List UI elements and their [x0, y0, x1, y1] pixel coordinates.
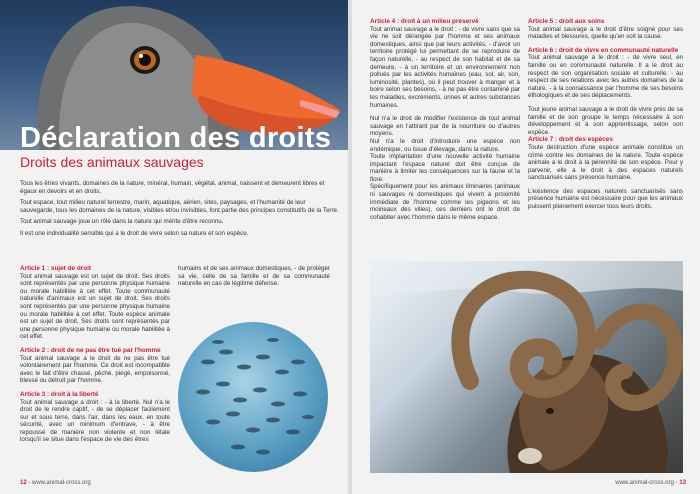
page-folio-left [20, 480, 91, 486]
article-4-paragraph: Spécifiquement pour les animaux liminaires (animaux ni sauvages ni domestiques qui vivent à proximité immédiate de l'homme comme les pigeons et les moineaux des villes), ces derniers ont le droit de cohabiter avec l'homme dans le même espace. [370, 183, 520, 221]
intro-paragraph: Tous les êtres vivants, domaines de la nature, minéral, humain, végétal, animal, naissent et demeurent libres et égaux en devoirs et en droits. [20, 180, 325, 195]
site-url: www.animal-cross.org - [615, 480, 680, 486]
article-6-heading: Article 6 : droit de vivre en communauté naturelle [528, 46, 679, 54]
article-4-paragraph: Toute implantation d'une nouvelle activité humaine impactant l'espace naturel doit être conçue de manière à limiter les conséquences sur la faune et la flore. [370, 153, 520, 183]
page-subtitle: Droits des animaux sauvages [20, 154, 204, 170]
page-number: 13 [679, 480, 686, 486]
site-url: - www.animal-cross.org [26, 480, 91, 486]
article-4-paragraph: Nul n'a le droit de modifier l'existence de tout animal sauvage en l'attirant par de la nourriture ou d'autres moyens. [370, 115, 520, 138]
intro-text [20, 180, 340, 242]
article-7-paragraph: L'existence des espaces naturels sanctuarisés sans présence humaine est nécessaire pour que les animaux puissent pleinement exercer tous leurs droits. [528, 187, 683, 211]
right-column-1 [370, 18, 520, 221]
article-1-heading: Article 1 : sujet de droit [20, 265, 92, 272]
article-2-text: Tout animal sauvage a le droit de ne pas être tué volontairement par l'homme. Ce droit est incompatible avec le fait d'être chassé, pêché, piégé, empoisonné, blessé ou détruit par l'homme. [20, 354, 170, 385]
article-7-heading: Article 7 : droit des espèces [528, 136, 613, 144]
left-column-2 [178, 265, 330, 288]
page-number: 12 [20, 480, 27, 486]
left-column-1 [20, 265, 170, 450]
article-4-heading: Article 4 : droit à un milieu préservé [370, 18, 479, 25]
article-3-continued: humains et de ses animaux domestiques, - de protéger sa vie, celle de sa famille et de sa communauté naturelle en cas de légitime défense. [178, 265, 330, 288]
article-7-text: Toute destruction d'une espèce animale constitue un crime contre les domaines de la nature. Toute espèce animale a le droit à la pérennité de son espèce. Pour y parvenir, elle a le droit à des espaces naturels sanctuarisés sans présence humaine. [528, 143, 683, 182]
intro-paragraph: Il est une individualité sensible qui a le droit de vivre selon sa nature et son espèce. [20, 229, 249, 237]
article-5-text: Tout animal sauvage a le droit d'être soigné pour ses maladies et blessures, quelle qu'en soit la cause. [528, 25, 683, 41]
left-page [0, 0, 348, 494]
article-1-text: Tout animal sauvage est un sujet de droit. Ses droits sont représentés par une personne physique humaine ou morale habilitée à cet effet. Toute communauté naturelle d'animaux est un sujet de droit. Ses droits sont représentés par une personne physique humaine ou morale habilitée à cet effet. Toute espèce animale est un sujet de droit. Ses droits sont représentés par une personne physique humaine ou morale habilitée à cet effet. [20, 272, 170, 341]
intro-paragraph: Tout animal sauvage joue un rôle dans la nature qui mérite d'être reconnu. [20, 218, 224, 226]
right-column-2 [528, 18, 683, 211]
fish-school-photo [178, 322, 328, 472]
article-2-heading: Article 2 : droit de ne pas être tué par l'homme [20, 346, 161, 354]
article-5-heading: Article 5 : droit aux soins [528, 18, 605, 25]
article-6-text: Tout animal sauvage a le droit : - de vivre seul, en famille ou en communauté naturelle. Il a le droit au respect de son organisation sociale et culturelle. - au respect de ses relations avec les autres domaines de la nature. - à la connaissance par l'homme de ses besoins éthologiques et de ses déplacements. [528, 54, 683, 100]
page-folio-right [615, 480, 686, 486]
article-6-paragraph: Tout jeune animal sauvage a le droit de vivre près de sa famille et de son groupe le temps nécessaire à son développement et à son apprentissage, selon son espèce. [528, 105, 683, 136]
page-title: Déclaration des droits [20, 122, 332, 154]
intro-paragraph: Tout espace, tout milieu naturel terrestre, marin, aquatique, aérien, sites, paysages, et l'humanité de leur sauvegarde, tous les domaines de la nature, visibles et/ou invisibles, font partie des principes constitutifs de la Terre. [20, 199, 339, 214]
ram-photo [370, 261, 683, 473]
article-4-text: Tout animal sauvage a le droit : - de vivre sans que sa vie ne soit dérangée par l'homme et ses animaux domestiques, ainsi que par leurs activités, - d'avoir un territoire protégé lui permettant de se reproduire de façon naturelle, - au respect de son habitat et de sa demeure, - à un territoire et un environnement non pollués par les activités humaines (eau, sol, air, son, luminosité, plantes), où il peut trouver à manger et à boire selon ses besoins, - à ne pas être contaminé par les maladies, excréments, urines et autres substances humaines. [370, 25, 520, 109]
article-3-heading: Article 3 : droit à la liberté [20, 390, 99, 398]
article-3-text: Tout animal sauvage a droit : - à la liberté. Nul n'a le droit de le rendre captif, - de se déplacer facilement sur et sous terre, dans l'air, dans les eaux, en toute sécurité, avec un minimum d'entrave, - à être repoussé de manière non violente et non létale lorsqu'il se situe dans l'espace de vie des êtres [20, 398, 170, 444]
article-4-paragraph: Nul n'a le droit d'introduire une espèce non endémique, ou issue d'élevage, dans la nature. [370, 137, 520, 153]
